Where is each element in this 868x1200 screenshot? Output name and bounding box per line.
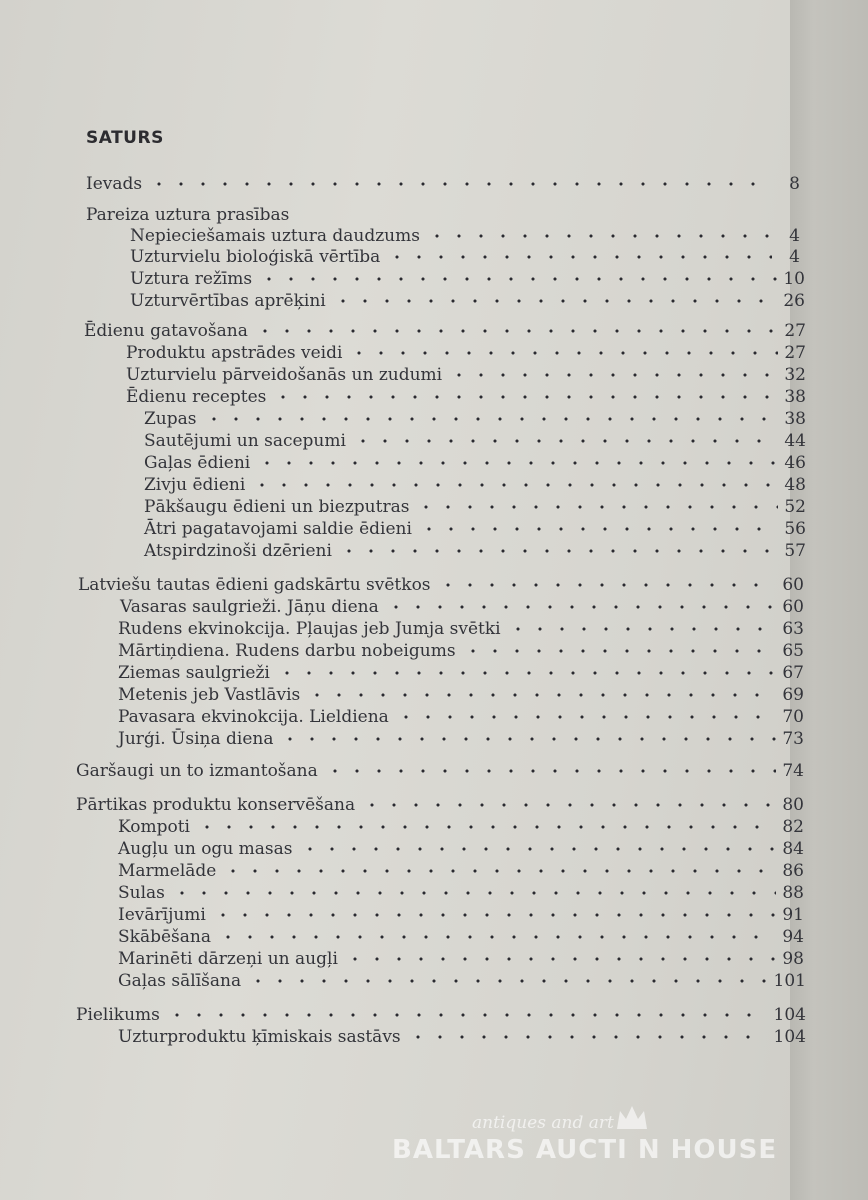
toc-entry-page: 32 <box>784 365 806 385</box>
toc-entry-label: Latviešu tautas ēdieni gadskārtu svētkos <box>78 575 431 595</box>
dot-leader <box>279 737 776 741</box>
toc-entry-label: Metenis jeb Vastlāvis <box>118 685 301 705</box>
dot-leader <box>171 891 776 895</box>
toc-entry <box>118 860 804 882</box>
toc-entry-label: Garšaugi un to izmantošana <box>76 761 318 781</box>
dot-leader <box>306 693 776 697</box>
toc-entry-label: Uzturvērtības aprēķini <box>130 291 326 311</box>
toc-entry-label: Gaļas ēdieni <box>144 453 251 473</box>
toc-entry-page: 4 <box>789 226 800 246</box>
dot-leader <box>203 417 778 421</box>
page-title: SATURS <box>86 128 164 148</box>
toc-entry <box>144 518 806 540</box>
toc-entry-page: 4 <box>789 247 800 267</box>
toc-entry-label: Kompoti <box>118 817 190 837</box>
auction-watermark <box>392 1113 792 1193</box>
toc-entry-label: Pavasara ekvinokcija. Lieldiena <box>118 707 389 727</box>
dot-leader <box>222 869 776 873</box>
toc-entry-page: 56 <box>784 519 806 539</box>
toc-entry-page: 94 <box>782 927 804 947</box>
toc-entry-page: 60 <box>782 597 804 617</box>
toc-entry <box>84 320 806 342</box>
toc-entry-page: 57 <box>784 541 806 561</box>
toc-entry <box>118 640 804 662</box>
toc-entry-page: 38 <box>784 387 806 407</box>
toc-entry-page: 101 <box>773 971 806 991</box>
toc-entry-page: 27 <box>784 321 806 341</box>
toc-entry <box>118 1026 806 1048</box>
dot-leader <box>507 627 776 631</box>
toc-entry <box>144 430 806 452</box>
toc-entry-label: Pielikums <box>76 1005 160 1025</box>
dot-leader <box>462 649 776 653</box>
toc-entry-label: Uzturvielu bioloģiskā vērtība <box>130 247 381 267</box>
toc-entry-page: 86 <box>782 861 804 881</box>
watermark-brand: BALTARS AUCTI N HOUSE <box>392 1135 778 1165</box>
toc-entry-label: Ēdienu gatavošana <box>84 321 248 341</box>
toc-entry-label: Uzturproduktu ķīmiskais sastāvs <box>118 1027 401 1047</box>
toc-entry <box>130 268 805 290</box>
toc-entry-label: Atspirdzinoši dzērieni <box>144 541 332 561</box>
dot-leader <box>256 461 778 465</box>
toc-entry <box>118 970 806 992</box>
toc-entry-label: Augļu un ogu masas <box>118 839 293 859</box>
toc-entry <box>76 1004 806 1026</box>
toc-entry-page: 69 <box>782 685 804 705</box>
toc-entry-label: Produktu apstrādes veidi <box>126 343 343 363</box>
toc-entry-label: Pākšaugu ēdieni un biezputras <box>144 497 410 517</box>
dot-leader <box>448 373 778 377</box>
toc-entry-label: Sautējumi un sacepumi <box>144 431 346 451</box>
toc-entry-label: Ievārījumi <box>118 905 206 925</box>
dot-leader <box>395 715 776 719</box>
toc-entry-page: 74 <box>782 761 804 781</box>
toc-entry-label: Ātri pagatavojami saldie ēdieni <box>144 519 412 539</box>
toc-entry-page: 44 <box>784 431 806 451</box>
toc-entry <box>130 290 805 312</box>
watermark-tagline: antiques and art <box>472 1113 614 1133</box>
toc-entry-label: Ievads <box>86 174 143 194</box>
toc-entry <box>86 173 800 195</box>
dot-leader <box>385 605 776 609</box>
dot-leader <box>415 505 778 509</box>
toc-entry-page: 38 <box>784 409 806 429</box>
toc-entry <box>76 794 804 816</box>
toc-entry-label: Ziemas saulgrieži <box>118 663 270 683</box>
toc-entry-page: 91 <box>782 905 804 925</box>
dot-leader <box>407 1035 768 1039</box>
toc-entry <box>78 574 804 596</box>
toc-entry-page: 82 <box>782 817 804 837</box>
toc-entry-label: Skābēšana <box>118 927 211 947</box>
dot-leader <box>324 769 776 773</box>
toc-entry-page: 46 <box>784 453 806 473</box>
dot-leader <box>251 483 778 487</box>
toc-entry-label: Pareiza uztura prasības <box>86 205 290 225</box>
toc-entry-page: 10 <box>783 269 805 289</box>
dot-leader <box>386 255 772 259</box>
toc-entry <box>118 904 804 926</box>
toc-entry <box>76 760 804 782</box>
toc-entry <box>118 728 804 750</box>
toc-entry-page: 84 <box>782 839 804 859</box>
toc-entry <box>144 408 806 430</box>
toc-entry-label: Mārtiņdiena. Rudens darbu nobeigums <box>118 641 456 661</box>
toc-entry <box>118 882 804 904</box>
dot-leader <box>254 329 778 333</box>
dot-leader <box>272 395 778 399</box>
dot-leader <box>258 277 777 281</box>
toc-entry <box>118 926 804 948</box>
toc-entry-label: Jurģi. Ūsiņa diena <box>118 729 274 749</box>
dot-leader <box>148 182 772 186</box>
dot-leader <box>418 527 778 531</box>
toc-entry <box>144 452 806 474</box>
toc-entry-label: Uztura režīms <box>130 269 253 289</box>
dot-leader <box>332 299 777 303</box>
toc-entry <box>118 618 804 640</box>
toc-entry <box>118 816 804 838</box>
toc-entry-page: 70 <box>782 707 804 727</box>
toc-entry-page: 73 <box>782 729 804 749</box>
dot-leader <box>437 583 776 587</box>
dot-leader <box>196 825 776 829</box>
dot-leader <box>361 803 776 807</box>
toc-entry-page: 104 <box>773 1005 806 1025</box>
toc-entry-page: 104 <box>773 1027 806 1047</box>
toc-entry-label: Gaļas sālīšana <box>118 971 242 991</box>
toc-entry-page: 63 <box>782 619 804 639</box>
toc-entry <box>126 386 806 408</box>
toc-entry <box>86 204 416 226</box>
dot-leader <box>344 957 776 961</box>
toc-entry-label: Marinēti dārzeņi un augļi <box>118 949 338 969</box>
toc-entry-label: Rudens ekvinokcija. Pļaujas jeb Jumja svētki <box>118 619 501 639</box>
toc-entry <box>130 246 800 268</box>
toc-entry <box>118 838 804 860</box>
toc-entry-label: Zivju ēdieni <box>144 475 246 495</box>
toc-entry-label: Ēdienu receptes <box>126 387 267 407</box>
toc-entry <box>126 342 806 364</box>
toc-entry-label: Pārtikas produktu konservēšana <box>76 795 356 815</box>
toc-entry <box>118 662 804 684</box>
toc-entry-page: 98 <box>782 949 804 969</box>
toc-entry <box>144 540 806 562</box>
toc-entry-label: Marmelāde <box>118 861 217 881</box>
toc-entry-page: 67 <box>782 663 804 683</box>
dot-leader <box>247 979 767 983</box>
toc-entry <box>144 474 806 496</box>
toc-entry <box>118 948 804 970</box>
toc-entry-label: Zupas <box>144 409 197 429</box>
dot-leader <box>299 847 776 851</box>
dot-leader <box>212 913 776 917</box>
toc-entry-page: 26 <box>783 291 805 311</box>
toc-entry <box>126 364 806 386</box>
dot-leader <box>348 351 778 355</box>
toc-entry <box>118 684 804 706</box>
dot-leader <box>426 234 772 238</box>
toc-entry-page: 65 <box>782 641 804 661</box>
toc-entry-page: 60 <box>782 575 804 595</box>
crown-icon <box>614 1103 650 1133</box>
toc-entry-page: 88 <box>782 883 804 903</box>
toc-entry <box>118 706 804 728</box>
toc-entry-page: 52 <box>784 497 806 517</box>
toc-entry <box>130 225 800 247</box>
toc-entry <box>144 496 806 518</box>
toc-entry-label: Vasaras saulgrieži. Jāņu diena <box>120 597 379 617</box>
toc-entry-label: Nepieciešamais uztura daudzums <box>130 226 420 246</box>
toc-entry-page: 80 <box>782 795 804 815</box>
toc-entry-page: 8 <box>789 174 800 194</box>
toc-entry <box>120 596 804 618</box>
toc-entry-page: 48 <box>784 475 806 495</box>
toc-entry-page: 27 <box>784 343 806 363</box>
dot-leader <box>166 1013 768 1017</box>
toc-entry-label: Sulas <box>118 883 165 903</box>
dot-leader <box>217 935 776 939</box>
dot-leader <box>352 439 778 443</box>
dot-leader <box>338 549 778 553</box>
dot-leader <box>276 671 776 675</box>
toc-entry-label: Uzturvielu pārveidošanās un zudumi <box>126 365 443 385</box>
